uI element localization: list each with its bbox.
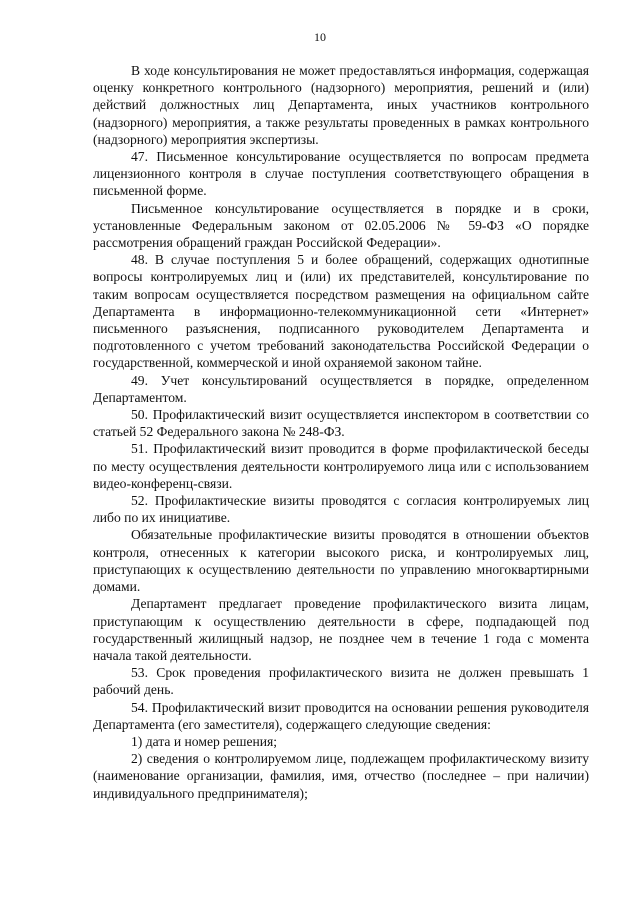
paragraph: Обязательные профилактические визиты проводятся в отношении объектов контроля, отнесенных к категории высокого риска, и контролируемых лиц, приступающих к осуществлению деятельности по управлению многоквартирными домами. bbox=[93, 527, 589, 595]
paragraph: Письменное консультирование осуществляется в порядке и в сроки, установленные Федеральным законом от 02.05.2006 № 59-ФЗ «О порядке рассмотрения обращений граждан Российской Федерации». bbox=[93, 200, 589, 251]
paragraph: 51. Профилактический визит проводится в форме профилактической беседы по месту осуществления деятельности контролируемого лица или с использованием видео-конференц-связи. bbox=[93, 441, 589, 491]
paragraph: 48. В случае поступления 5 и более обращений, содержащих однотипные вопросы контролируемых лиц и (или) их представителей, консультирование по таким вопросам осуществляется посредством размещения на официальном сайте Департамента в информационно-телекоммуникационной сети «Интернет» письменного разъяснения, подписанного руководителем Департамента и подготовленного с учетом требований законодательства Российской Федерации о государственной, коммерческой и иной охраняемой законом тайне. bbox=[93, 252, 589, 371]
page-body bbox=[93, 62, 589, 802]
paragraph: В ходе консультирования не может предоставляться информация, содержащая оценку конкретного контрольного (надзорного) мероприятия, решений и (или) действий должностных лиц Департамента, иных участников контрольного (надзорного) мероприятия, а также результаты проведенных в рамках контрольного (надзорного) мероприятия экспертизы. bbox=[93, 63, 589, 147]
paragraph: Департамент предлагает проведение профилактического визита лицам, приступающим к осуществлению деятельности в сфере, подпадающей под государственный жилищный надзор, не позднее чем в течение 1 года с момента начала такой деятельности. bbox=[93, 596, 589, 663]
list-item: 1) дата и номер решения; bbox=[131, 733, 278, 749]
paragraph: 49. Учет консультирований осуществляется в порядке, определенном Департаментом. bbox=[93, 372, 589, 405]
list-item: 2) сведения о контролируемом лице, подлежащем профилактическому визиту (наименование организации, фамилия, имя, отчество (последнее – при наличии) индивидуального предпринимателя); bbox=[93, 751, 589, 801]
paragraph: 47. Письменное консультирование осуществляется по вопросам предмета лицензионного контроля в случае поступления соответствующего обращения в письменной форме. bbox=[93, 149, 589, 199]
paragraph: 53. Срок проведения профилактического визита не должен превышать 1 рабочий день. bbox=[93, 665, 589, 698]
page-number: 10 bbox=[314, 30, 326, 44]
paragraph: 50. Профилактический визит осуществляется инспектором в соответствии со статьей 52 Федерального закона № 248-ФЗ. bbox=[93, 407, 589, 440]
paragraph: 54. Профилактический визит проводится на основании решения руководителя Департамента (его заместителя), содержащего следующие сведения: bbox=[93, 699, 589, 732]
paragraph: 52. Профилактические визиты проводятся с согласия контролируемых лиц либо по их инициативе. bbox=[93, 493, 589, 526]
